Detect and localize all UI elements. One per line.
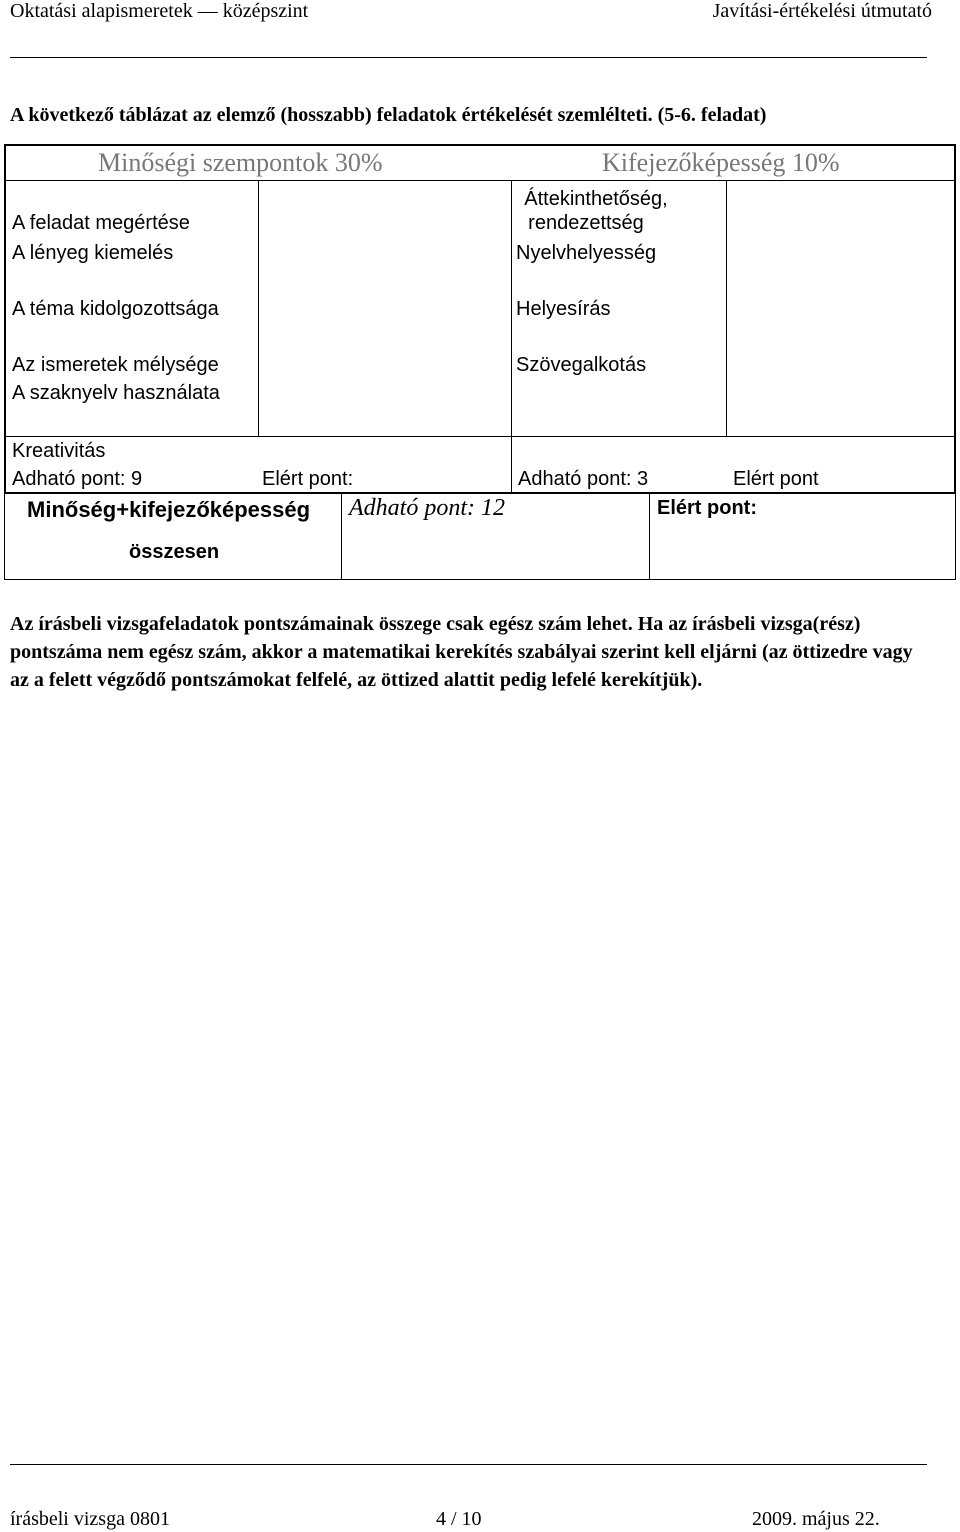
total-table [4, 492, 956, 580]
intro-text: A következő táblázat az elemző (hosszabb) feladatok értékelését szemlélteti. (5-6. feladat) [10, 104, 767, 126]
quality-item: A lényeg kiemelés [12, 242, 174, 264]
expression-item: Helyesírás [516, 298, 611, 320]
footer-page-number: 4 / 10 [436, 1508, 482, 1530]
footer-exam: írásbeli vizsga 0801 [10, 1508, 170, 1530]
header-subject: Oktatási alapismeretek — középszint [10, 0, 309, 22]
points-row-divider [6, 436, 954, 437]
header-divider [6, 180, 954, 181]
quality-item: A szaknyelv használata [12, 382, 220, 404]
quality-achieved: Elért pont: [262, 468, 354, 490]
expression-item: Nyelvhelyesség [516, 242, 657, 264]
quality-points: Adható pont: 9 [12, 468, 143, 490]
col-divider-1 [258, 180, 259, 436]
expression-points: Adható pont: 3 [518, 468, 649, 490]
total-points: Adható pont: 12 [349, 495, 505, 521]
expression-item: rendezettség [528, 212, 644, 234]
expression-achieved: Elért pont [733, 468, 819, 490]
rounding-note: Az írásbeli vizsgafeladatok pontszámainak összege csak egész szám lehet. Ha az írásbeli vizsga(rész) pontszáma nem egész szám, akkor a matematikai kerekítés szabályai szerint kell eljárni (az öttizedre vagy az a felett végződő pontszámokat felfelé, az öttized alattit pedig lefelé kerekítjük). [10, 613, 913, 691]
quality-item: Az ismeretek mélysége [12, 354, 219, 376]
total-achieved: Elért pont: [657, 497, 757, 519]
header-doc-type: Javítási-értékelési útmutató [712, 0, 932, 22]
expression-item: Szövegalkotás [516, 354, 647, 376]
expression-header: Kifejezőképesség 10% [602, 148, 840, 177]
total-col-divider-1 [341, 493, 342, 579]
total-label-2: összesen [129, 541, 220, 563]
total-label: Minőség+kifejezőképesség [27, 497, 311, 522]
quality-item: Kreativitás [12, 440, 106, 462]
total-col-divider-2 [649, 493, 650, 579]
footer-rule [10, 1464, 927, 1465]
header-rule [10, 57, 927, 58]
col-divider-3 [726, 180, 727, 436]
footer-date: 2009. május 22. [752, 1508, 880, 1530]
quality-item: A feladat megértése [12, 212, 190, 234]
quality-item: A téma kidolgozottsága [12, 298, 219, 320]
evaluation-table [4, 144, 956, 494]
expression-item: Áttekinthetőség, [524, 188, 668, 210]
quality-header: Minőségi szempontok 30% [98, 148, 383, 177]
